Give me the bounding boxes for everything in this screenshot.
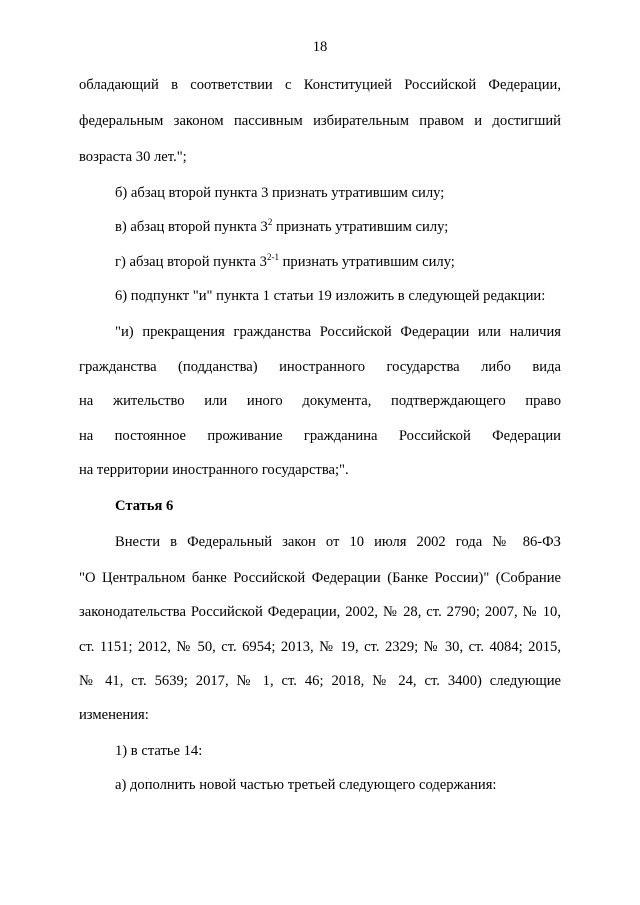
- text-fragment: в) абзац второй пункта 3: [115, 219, 268, 235]
- text-line: а) дополнить новой частью третьей следующего содержания:: [115, 777, 497, 793]
- text-line: 6) подпункт "и" пункта 1 статьи 19 изложить в следующей редакции:: [115, 288, 546, 304]
- text-line: обладающий в соответствии с Конституцией Российской Федерации,: [79, 77, 561, 93]
- text-line: на постоянное проживание гражданина Российской Федерации: [79, 428, 561, 444]
- text-fragment: г) абзац второй пункта 3: [115, 254, 267, 270]
- text-fragment: признать утратившим силу;: [272, 219, 449, 235]
- text-line: на жительство или иного документа, подтверждающего право: [79, 393, 561, 409]
- text-line: 1) в статье 14:: [115, 743, 203, 759]
- text-line: изменения:: [79, 707, 149, 723]
- text-line: "и) прекращения гражданства Российской Федерации или наличия: [115, 324, 561, 340]
- text-line: возраста 30 лет.";: [79, 149, 187, 165]
- page-number: 18: [312, 39, 328, 55]
- text-line: федеральным законом пассивным избирательным правом и достигший: [79, 113, 561, 129]
- text-line-with-superscript: [115, 217, 561, 237]
- text-line-with-superscript: [115, 252, 561, 272]
- text-fragment: признать утратившим силу;: [278, 254, 455, 270]
- article-heading: Статья 6: [115, 498, 174, 514]
- text-line: Внести в Федеральный закон от 10 июля 2002 года № 86-ФЗ: [115, 534, 561, 550]
- text-line: б) абзац второй пункта 3 признать утратившим силу;: [115, 185, 445, 201]
- text-line: законодательства Российской Федерации, 2002, № 28, ст. 2790; 2007, № 10,: [79, 604, 561, 620]
- superscript: 2: [267, 217, 273, 227]
- text-line: ст. 1151; 2012, № 50, ст. 6954; 2013, № 19, ст. 2329; № 30, ст. 4084; 2015,: [79, 639, 561, 655]
- text-line: гражданства (подданства) иностранного государства либо вида: [79, 359, 561, 375]
- text-line: на территории иностранного государства;".: [79, 462, 349, 478]
- text-line: "О Центральном банке Российской Федерации (Банке России)" (Собрание: [79, 570, 561, 586]
- text-line: № 41, ст. 5639; 2017, № 1, ст. 46; 2018, № 24, ст. 3400) следующие: [79, 673, 561, 689]
- superscript: 2-1: [266, 252, 279, 262]
